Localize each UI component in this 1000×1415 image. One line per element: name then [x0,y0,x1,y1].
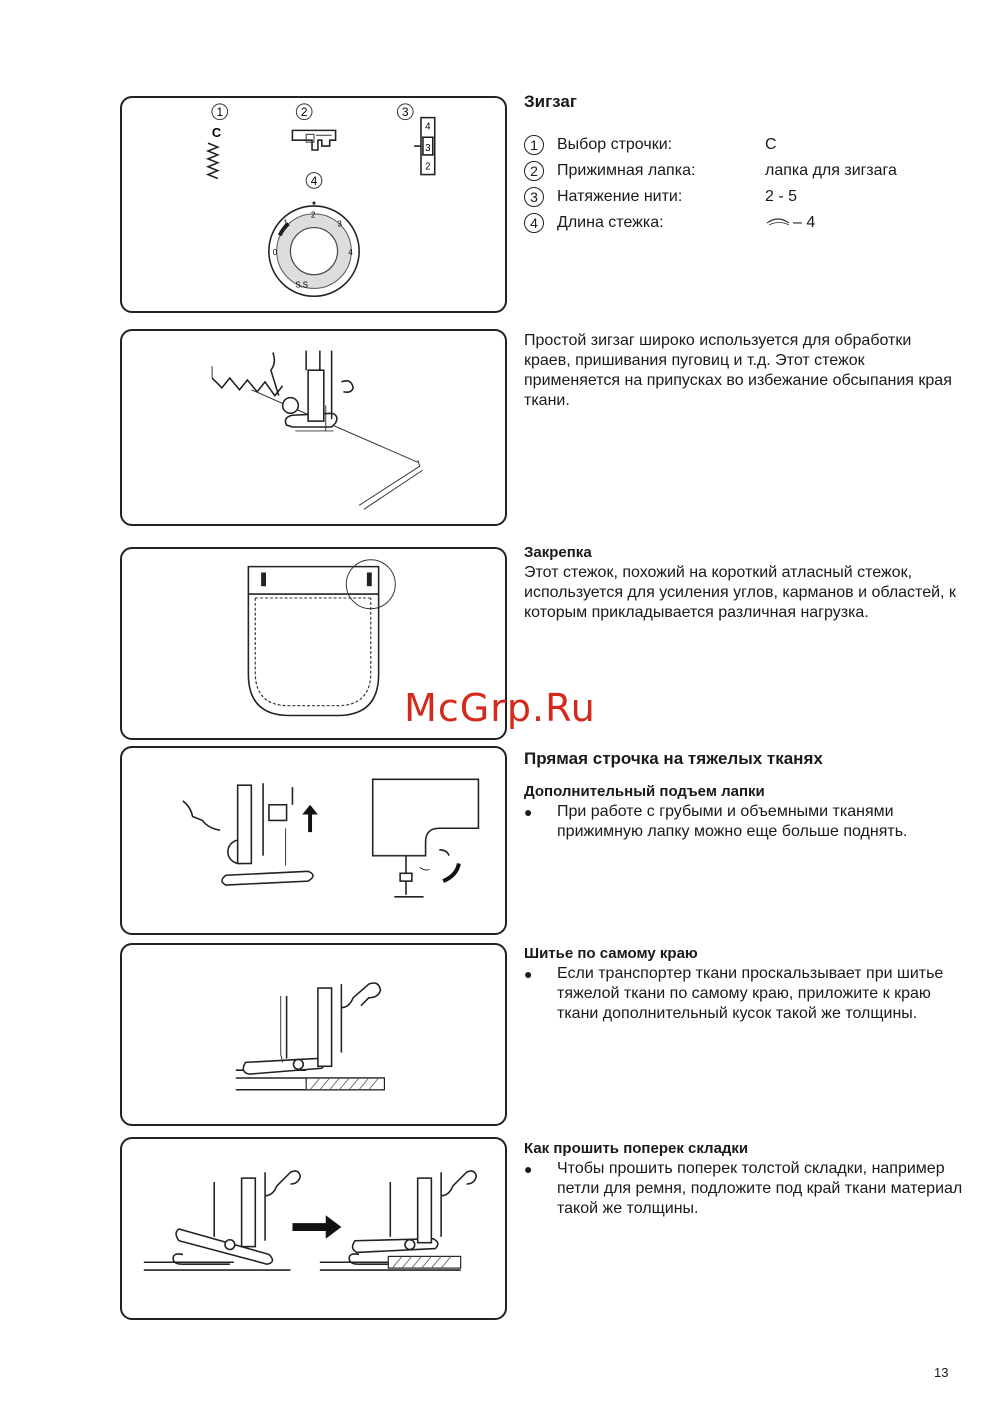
bullet-icon: ● [524,966,533,982]
callout-4 [306,173,322,189]
heavy-fabric-section [524,749,964,842]
edge-sewing-title: Шитье по самому краю [524,945,698,962]
setting-value: C [765,136,777,153]
extra-lift-text: При работе с грубыми и объемными тканями прижимную лапку можно еще больше поднять. [557,803,908,840]
zigzag-settings-illustration [120,96,507,313]
setting-label: Длина стежка: [557,214,664,231]
dial-mark-ss: S.S [295,280,308,290]
bartack-title: Закрепка [524,544,592,561]
stitch-length-dial-icon [269,201,359,296]
row-number: 1 [524,135,544,155]
page-number: 13 [934,1365,949,1380]
callout-3 [397,104,413,120]
setting-value: – 4 [793,214,816,231]
callout-4-label: 4 [310,174,318,188]
zigzag-foot-icon [292,130,335,150]
setting-value: лапка для зигзага [765,162,897,179]
dial-mark-1: 1 [283,218,288,228]
setting-row-foot [524,158,964,184]
crossing-seam-bullet [524,1159,964,1219]
zigzag-sewing-illustration [120,329,507,526]
stitch-letter: C [211,125,222,141]
crossing-seam-illustration [120,1137,507,1320]
extra-lift-illustration [120,746,507,935]
watermark: McGrp.Ru [404,686,596,730]
edge-sewing-section [524,944,964,1024]
crossing-seam-section [524,1139,964,1219]
tension-mark-4: 4 [425,121,431,133]
dial-mark-0: 0 [272,248,278,258]
setting-label: Натяжение нити: [557,188,683,205]
extra-lift-bullet [524,802,964,842]
row-number: 2 [524,161,544,181]
row-number: 4 [524,213,544,233]
bullet-icon: ● [524,804,533,820]
setting-row-tension [524,184,964,210]
crossing-seam-text: Чтобы прошить поперек толстой складки, например петли для ремня, подложите под край ткани материал такой же толщины. [557,1160,963,1217]
zigzag-stitch-icon [208,143,218,178]
tension-scale-icon [414,118,435,175]
callout-1-label: 1 [216,106,224,120]
setting-row-stitch [524,132,964,158]
dial-mark-4: 4 [348,248,353,258]
tension-mark-2: 2 [425,161,431,173]
stitch-length-icon [765,217,791,229]
crossing-seam-title: Как прошить поперек складки [524,1140,749,1157]
edge-sewing-text: Если транспортер ткани проскальзывает при шитье тяжелой ткани по самому краю, приложите к краю ткани дополнительный кусок такой же толщины. [557,965,944,1022]
edge-sewing-illustration [120,943,507,1126]
setting-row-length [524,210,964,236]
callout-3-label: 3 [402,106,409,120]
heavy-title: Прямая строчка на тяжелых тканях [524,749,823,768]
dial-mark-3: 3 [337,219,342,229]
row-number: 3 [524,187,544,207]
setting-label: Выбор строчки: [557,136,673,153]
setting-label: Прижимная лапка: [557,162,696,179]
setting-value: 2 - 5 [765,188,798,205]
zigzag-section [524,92,964,236]
zigzag-desc-text: Простой зигзаг широко используется для обработки краев, пришивания пуговиц и т.д. Этот стежок применяется на припусках во избежание обсыпания края ткани. [524,332,952,409]
bartack-section [524,543,959,623]
dial-mark-2: 2 [311,210,316,220]
callout-2-label: 2 [300,106,308,120]
bullet-icon: ● [524,1161,533,1177]
callout-2 [296,104,312,120]
extra-lift-title: Дополнительный подъем лапки [524,783,765,800]
zigzag-title: Зигзаг [524,92,577,111]
zigzag-description [524,331,954,411]
bartack-text: Этот стежок, похожий на короткий атласный стежок, используется для усиления углов, карманов и областей, к которым прикладывается различная нагрузка. [524,564,956,621]
edge-sewing-bullet [524,964,964,1024]
tension-mark-3: 3 [425,143,431,155]
callout-1 [212,104,228,120]
